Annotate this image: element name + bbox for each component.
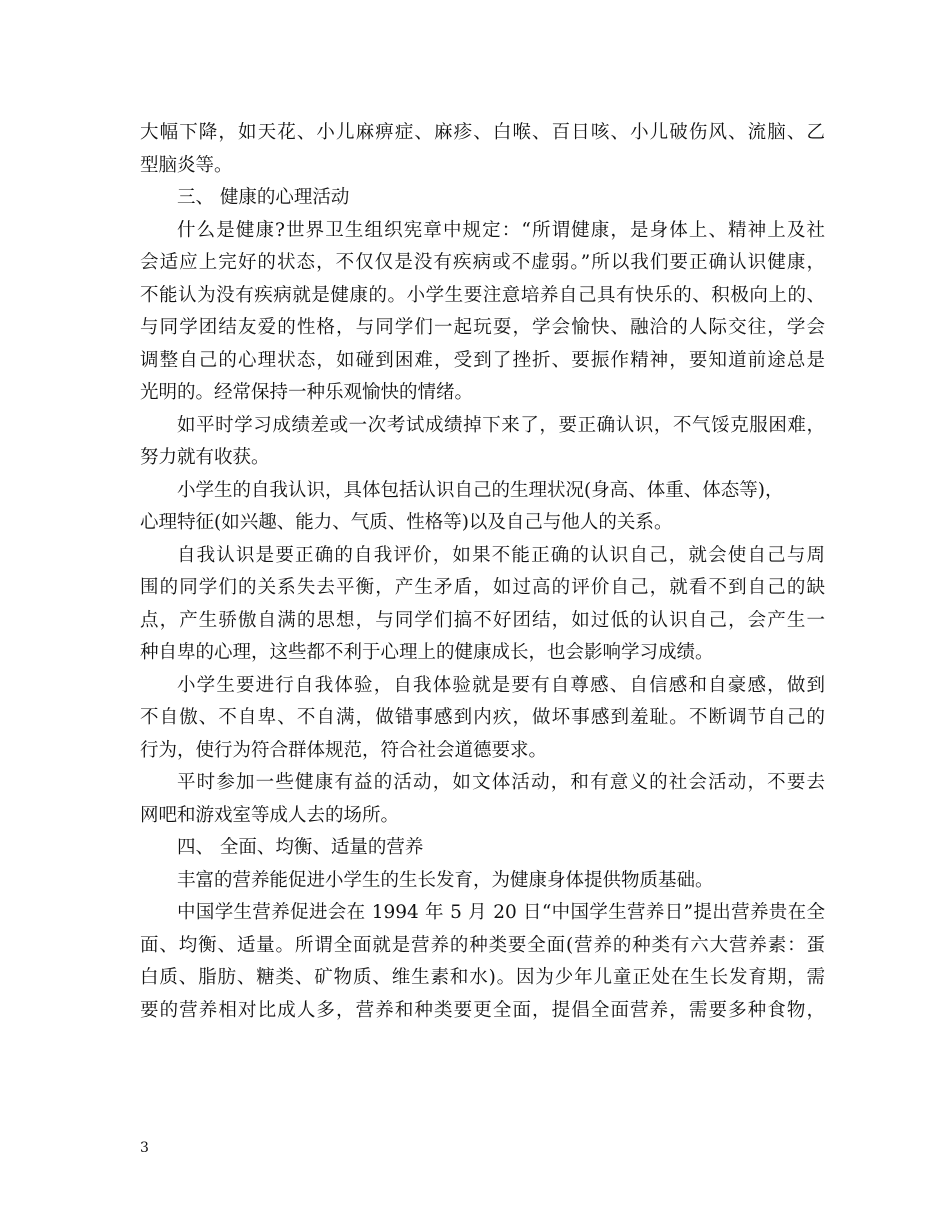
text-line: 种自卑的心理，这些都不利于心理上的健康成长，也会影响学习成绩。 — [140, 642, 714, 663]
document-body — [140, 117, 825, 1027]
text-line: 白质、脂肪、糖类、矿物质、维生素和水)。因为少年儿童正处在生长发育期，需 — [140, 967, 825, 988]
section-heading: 三、 健康的心理活动 — [177, 187, 350, 208]
text-line: 点，产生骄傲自满的思想，与同学们搞不好团结，如过低的认识自己，会产生一 — [140, 609, 825, 631]
text-line: 行为，使行为符合群体规范，符合社会道德要求。 — [140, 739, 548, 761]
text-line: 会适应上完好的状态，不仅仅是没有疾病或不虚弱。”所以我们要正确认识健康， — [140, 252, 825, 273]
text-line: 努力就有收获。 — [140, 447, 270, 468]
text-line: 平时参加一些健康有益的活动，如文体活动，和有意义的社会活动，不要去 — [177, 772, 825, 793]
text-line: 大幅下降，如天花、小儿麻痹症、麻疹、白喉、百日咳、小儿破伤风、流脑、乙 — [140, 122, 825, 143]
text-line: 不自傲、不自卑、不自满，做错事感到内疚，做坏事感到羞耻。不断调节自己的 — [140, 707, 825, 728]
section-heading: 四、 全面、均衡、适量的营养 — [177, 837, 424, 858]
text-line: 要的营养相对比成人多，营养和种类要更全面，提倡全面营养，需要多种食物， — [140, 999, 825, 1021]
text-line: 网吧和游戏室等成人去的场所。 — [140, 804, 400, 826]
text-line: 心理特征(如兴趣、能力、气质、性格等)以及自己与他人的关系。 — [140, 512, 673, 533]
text-line: 型脑炎等。 — [140, 154, 233, 176]
text-line: 围的同学们的关系失去平衡，产生矛盾，如过高的评价自己，就看不到自己的缺 — [140, 577, 825, 598]
text-line: 不能认为没有疾病就是健康的。小学生要注意培养自己具有快乐的、积极向上的、 — [140, 284, 825, 306]
page-number: 3 — [140, 1140, 149, 1156]
text-line: 什么是健康?世界卫生组织宪章中规定：“所谓健康，是身体上、精神上及社 — [177, 219, 825, 241]
text-line: 小学生要进行自我体验，自我体验就是要有自尊感、自信感和自豪感，做到 — [177, 674, 825, 696]
text-line: 小学生的自我认识，具体包括认识自己的生理状况(身高、体重、体态等)， — [177, 479, 784, 501]
text-line: 光明的。经常保持一种乐观愉快的情绪。 — [140, 382, 474, 403]
text-line: 面、均衡、适量。所谓全面就是营养的种类要全面(营养的种类有六大营养素：蛋 — [140, 934, 825, 956]
text-line: 如平时学习成绩差或一次考试成绩掉下来了，要正确认识，不气馁克服困难， — [177, 414, 825, 436]
text-line: 中国学生营养促进会在 1994 年 5 月 20 日“中国学生营养日”提出营养贵在全 — [177, 902, 825, 923]
text-line: 与同学团结友爱的性格，与同学们一起玩耍，学会愉快、融洽的人际交往，学会 — [140, 317, 825, 338]
text-line: 自我认识是要正确的自我评价，如果不能正确的认识自己，就会使自己与周 — [177, 544, 825, 566]
text-line: 丰富的营养能促进小学生的生长发育，为健康身体提供物质基础。 — [177, 869, 714, 891]
text-line: 调整自己的心理状态，如碰到困难，受到了挫折、要振作精神，要知道前途总是 — [140, 349, 825, 371]
